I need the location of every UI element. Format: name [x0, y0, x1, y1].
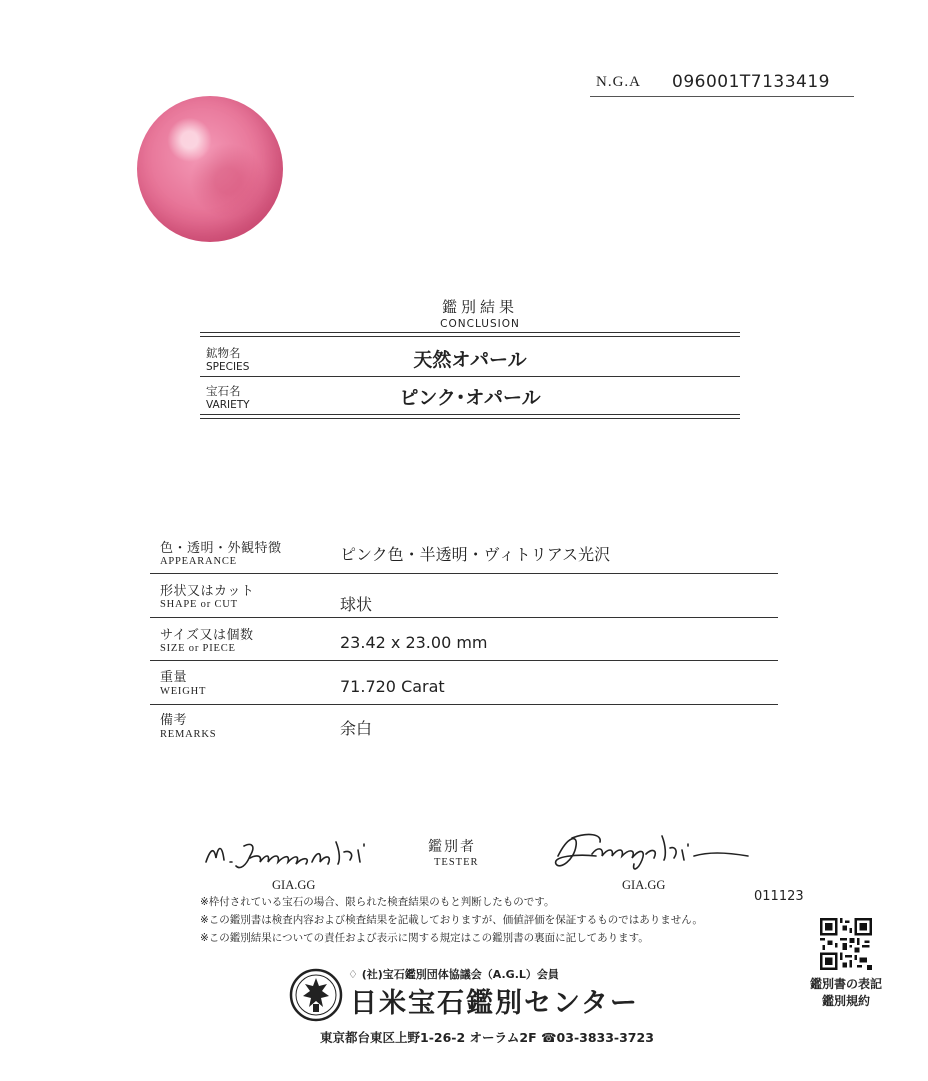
- association-line: [348, 966, 559, 982]
- note-line-1: ※枠付されている宝石の場合、限られた検査結果のもと判断したものです。: [200, 896, 555, 908]
- left-credential: GIA.GG: [272, 878, 316, 892]
- center-name: 日米宝石鑑別センター: [350, 988, 639, 1019]
- right-credential: GIA.GG: [622, 878, 666, 892]
- qr-code-icon: [820, 918, 872, 970]
- conclusion-mid-rule: [200, 376, 740, 377]
- remarks-label-jp: 備考: [160, 713, 188, 728]
- qr-caption-line-2: 鑑別規約: [821, 994, 870, 1008]
- appearance-label-en: APPEARANCE: [160, 556, 237, 567]
- details-rule-4: [150, 704, 778, 705]
- shape-label-en: SHAPE or CUT: [160, 599, 238, 610]
- tester-label-jp: 鑑別者: [428, 839, 476, 855]
- conclusion-subtitle: CONCLUSION: [440, 318, 520, 330]
- remarks-value: 余白: [340, 719, 373, 738]
- size-value: 23.42 x 23.00 mm: [340, 633, 488, 652]
- variety-label-en: VARIETY: [206, 399, 250, 411]
- details-rule-2: [150, 617, 778, 618]
- right-signature: [548, 826, 758, 882]
- details-rule-1: [150, 573, 778, 574]
- note-line-3: ※この鑑別結果についての責任および表示に関する規定はこの鑑別書の裏面に記してあります。: [200, 932, 649, 944]
- gem-photo: [137, 96, 283, 242]
- center-emblem-icon: [289, 968, 343, 1022]
- nga-label: N.G.A: [596, 74, 641, 90]
- conclusion-title: 鑑別結果: [441, 298, 518, 316]
- variety-label-jp: 宝石名: [206, 384, 241, 398]
- shape-label-jp: 形状又はカット: [160, 584, 255, 599]
- left-signature: [200, 832, 410, 878]
- variety-value: ピンク･オパール: [399, 387, 541, 409]
- size-label-jp: サイズ又は個数: [160, 628, 254, 643]
- header-rule: [590, 96, 854, 97]
- diamond-icon: ♢: [348, 968, 358, 981]
- species-label-en: SPECIES: [206, 361, 250, 373]
- weight-label-en: WEIGHT: [160, 686, 207, 697]
- certificate-number: 096001T7133419: [672, 72, 830, 92]
- conclusion-bottom-rule: [200, 414, 740, 419]
- qr-caption-line-1: 鑑別書の表記: [809, 977, 882, 991]
- center-address: 東京都台東区上野1-26-2 オーラム2F ☎03-3833-3723: [320, 1030, 654, 1045]
- weight-label-jp: 重量: [160, 670, 188, 685]
- species-label-jp: 鉱物名: [206, 346, 241, 360]
- note-number: 011123: [754, 889, 804, 904]
- association-text: (社)宝石鑑別団体協議会（A.G.L）会員: [361, 968, 559, 981]
- note-line-2: ※この鑑別書は検査内容および検査結果を記載しておりますが、価値評価を保証するものではありません。: [200, 914, 703, 926]
- weight-value: 71.720 Carat: [340, 677, 445, 696]
- details-rule-3: [150, 660, 778, 661]
- species-value: 天然オパール: [413, 349, 527, 371]
- appearance-label-jp: 色・透明・外観特徴: [160, 541, 282, 556]
- remarks-label-en: REMARKS: [160, 729, 217, 740]
- size-label-en: SIZE or PIECE: [160, 643, 236, 654]
- appearance-value: ピンク色・半透明・ヴィトリアス光沢: [340, 545, 611, 564]
- conclusion-top-rule: [200, 332, 740, 337]
- shape-value: 球状: [340, 595, 373, 614]
- tester-label-en: TESTER: [434, 857, 479, 868]
